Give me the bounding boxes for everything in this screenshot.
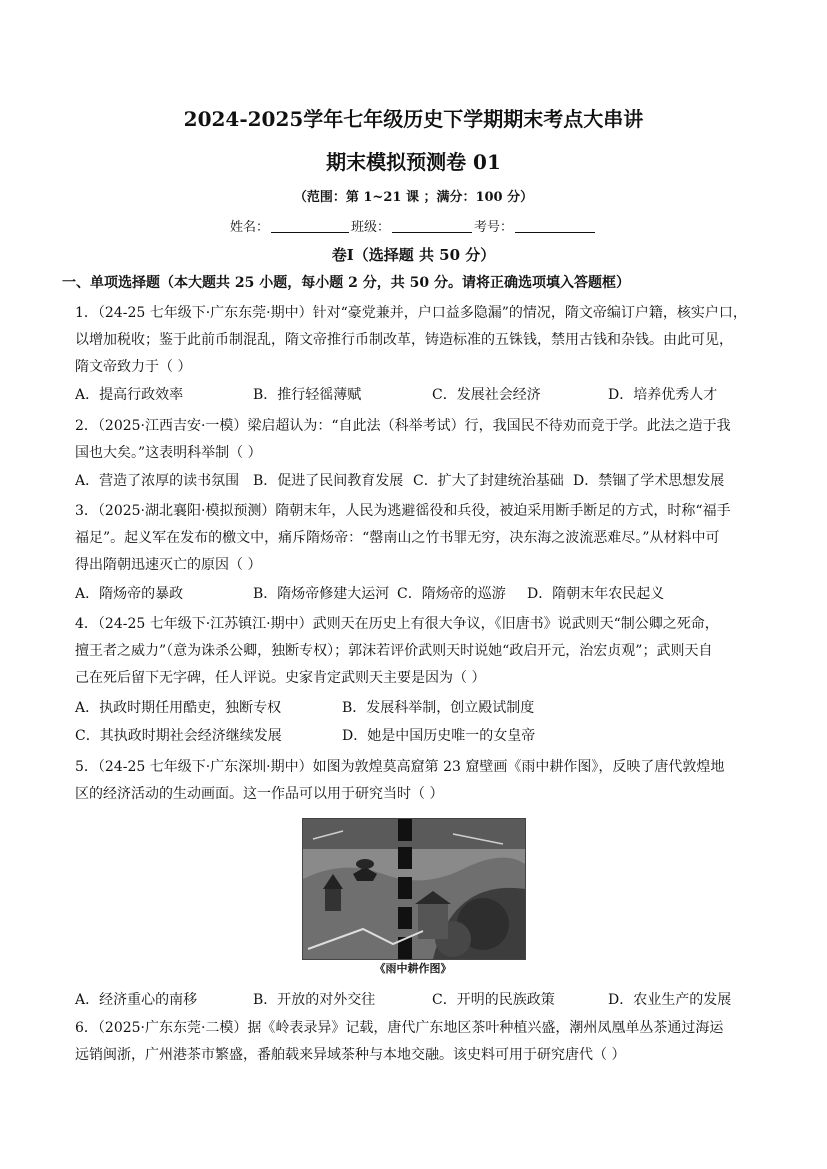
q5-option-d[interactable]: D．农业生产的发展 [608, 992, 732, 1008]
q6-line1: 6．（2025·广东东莞·二模）据《岭表录异》记载，唐代广东地区茶叶种植兴盛，潮州凤凰单丛茶通过海运 [75, 1020, 724, 1036]
q6-line2: 远销闽浙，广州港茶市繁盛，番舶载来异域茶种与本地交融。该史料可用于研究唐代（ ） [75, 1047, 626, 1063]
q1-option-d[interactable]: D．培养优秀人才 [608, 387, 718, 403]
q2-option-b[interactable]: B．促进了民间教育发展 [253, 473, 404, 489]
q3-option-b[interactable]: B．隋炀帝修建大运河 [253, 586, 390, 602]
q5-option-c[interactable]: C．开明的民族政策 [432, 992, 555, 1008]
q2-line2: 国也大矣。”这表明科举制（ ） [75, 445, 262, 461]
q3-line2: 福足”。起义军在发布的檄文中，痛斥隋炀帝：“罄南山之竹书罪无穷，决东海之波流恶难尽。”从材料中可 [75, 530, 720, 546]
q5-option-b[interactable]: B．开放的对外交往 [253, 992, 376, 1008]
q3-option-a[interactable]: A．隋炀帝的暴政 [75, 586, 184, 602]
q4-option-a[interactable]: A．执政时期任用酷吏，独断专权 [75, 700, 282, 716]
q2-option-d[interactable]: D．禁锢了学术思想发展 [573, 473, 725, 489]
exam-subtitle: 期末模拟预测卷 01 [326, 150, 501, 174]
q3-line1: 3．（2025·湖北襄阳·模拟预测）隋朝末年，人民为逃避徭役和兵役，被迫采用断手断足的方式，时称“福手 [75, 503, 731, 519]
q1-line3: 隋文帝致力于（ ） [75, 359, 192, 375]
name-label: 姓名： [229, 220, 269, 235]
class-blank [392, 218, 472, 233]
q1-line1: 1．（24-25 七年级下·广东东莞·期中）针对“豪党兼并，户口益多隐漏”的情况，隋文帝编订户籍，核实户口， [75, 305, 747, 321]
q1-option-b[interactable]: B．推行轻徭薄赋 [253, 387, 362, 403]
mural-caption: 《雨中耕作图》 [374, 962, 452, 975]
mural-illustration [303, 819, 525, 959]
section-title: 卷I（选择题 共 50 分） [331, 246, 496, 264]
q3-option-c[interactable]: C．隋炀帝的巡游 [397, 586, 506, 602]
q1-option-a[interactable]: A．提高行政效率 [75, 387, 184, 403]
exam-scope: （范围：第 1~21 课 ；满分：100 分） [293, 190, 534, 205]
q4-line3: 己在死后留下无字碑，任人评说。史家肯定武则天主要是因为（ ） [75, 670, 486, 686]
q3-line3: 得出隋朝迅速灭亡的原因（ ） [75, 557, 262, 573]
q5-line1: 5．（24-25 七年级下·广东深圳·期中）如图为敦煌莫高窟第 23 窟壁画《雨中耕作图》，反映了唐代敦煌地 [75, 759, 725, 775]
student-info-fields [0, 216, 827, 235]
q2-line1: 2．（2025·江西吉安·一模）梁启超认为：“自此法（科举考试）行，我国民不待劝而竞于学。此法之造于我 [75, 418, 731, 434]
q4-option-b[interactable]: B．发展科举制，创立殿试制度 [342, 700, 535, 716]
name-blank [271, 218, 349, 233]
q3-option-d[interactable]: D．隋朝末年农民起义 [527, 586, 665, 602]
exam-title: 2024-2025学年七年级历史下学期期末考点大串讲 [183, 107, 644, 131]
q4-option-d[interactable]: D．她是中国历史唯一的女皇帝 [342, 728, 536, 744]
q5-option-a[interactable]: A．经济重心的南移 [75, 992, 198, 1008]
q2-option-a[interactable]: A．营造了浓厚的读书氛围 [75, 473, 240, 489]
q4-line1: 4．（24-25 七年级下·江苏镇江·期中）武则天在历史上有很大争议，《旧唐书》说武则天“制公卿之死命， [75, 616, 719, 632]
q1-option-c[interactable]: C．发展社会经济 [432, 387, 541, 403]
class-label: 班级： [350, 220, 390, 235]
exam-no-blank [515, 218, 595, 233]
exam-no-label: 考号： [474, 220, 514, 235]
mural-image [302, 818, 526, 960]
part1-heading: 一、单项选择题（本大题共 25 小题，每小题 2 分，共 50 分。请将正确选项填入答题框） [62, 275, 630, 291]
q2-option-c[interactable]: C．扩大了封建统治基础 [413, 473, 564, 489]
q5-line2: 区的经济活动的生动画面。这一作品可以用于研究当时（ ） [75, 786, 444, 802]
q4-line2: 擅王者之威力”（意为诛杀公卿，独断专权）；郭沫若评价武则天时说她“政启开元，治宏贞观”；武则天自 [75, 643, 713, 659]
q4-option-c[interactable]: C．其执政时期社会经济继续发展 [75, 728, 282, 744]
q1-line2: 以增加税收；鉴于此前币制混乱，隋文帝推行币制改革，铸造标准的五铢钱，禁用古钱和杂钱。由此可见， [75, 332, 733, 348]
